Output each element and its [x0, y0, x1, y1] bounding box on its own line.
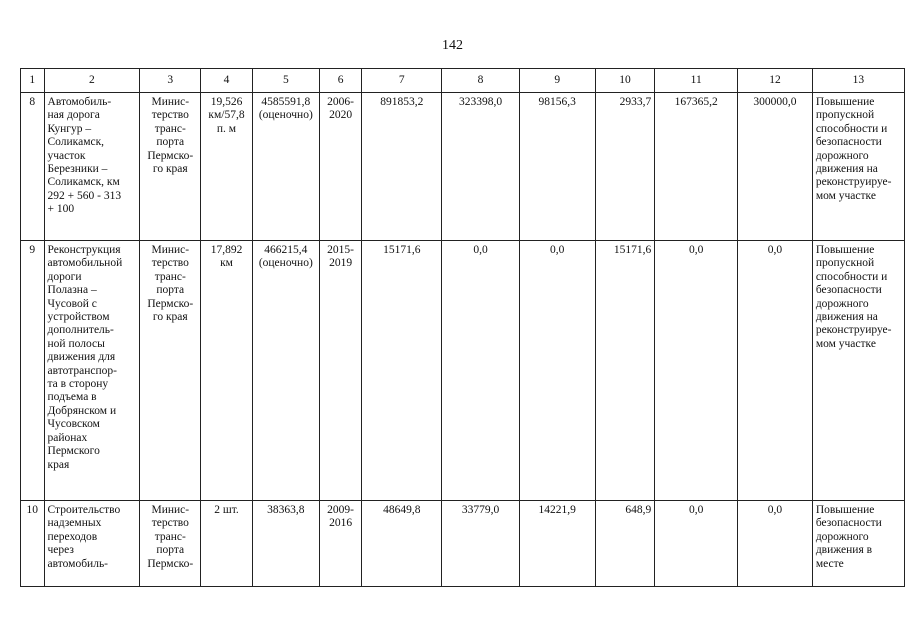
- value-cell: 98156,3: [519, 93, 595, 241]
- row-number-cell: 9: [21, 241, 45, 501]
- value-cell: 648,9: [595, 501, 655, 587]
- period-cell: 2009- 2016: [320, 501, 362, 587]
- column-header: 11: [655, 69, 738, 93]
- object-name-cell: Автомобиль- ная дорога Кунгур – Соликамск, участок Березники – Соликамск, км 292 + 560 - 313 + 100: [44, 93, 140, 241]
- column-header: 3: [140, 69, 201, 93]
- value-cell: 2933,7: [595, 93, 655, 241]
- value-cell: 167365,2: [655, 93, 738, 241]
- result-cell: Повышение пропускной способности и безопасности дорожного движения на реконструируе- мом участке: [812, 93, 904, 241]
- cost-cell: 4585591,8 (оценочно): [252, 93, 319, 241]
- column-header: 8: [442, 69, 519, 93]
- value-cell: 323398,0: [442, 93, 519, 241]
- row-number-cell: 8: [21, 93, 45, 241]
- table-header-row: [21, 69, 905, 93]
- data-table: [20, 68, 905, 587]
- length-cell: 17,892 км: [201, 241, 252, 501]
- column-header: 6: [320, 69, 362, 93]
- column-header: 12: [738, 69, 813, 93]
- value-cell: 0,0: [442, 241, 519, 501]
- column-header: 7: [362, 69, 442, 93]
- column-header: 2: [44, 69, 140, 93]
- table-row: [21, 93, 905, 241]
- result-cell: Повышение пропускной способности и безопасности дорожного движения на реконструируе- мом участке: [812, 241, 904, 501]
- value-cell: 14221,9: [519, 501, 595, 587]
- result-cell: Повышение безопасности дорожного движения в месте: [812, 501, 904, 587]
- table-row: [21, 241, 905, 501]
- value-cell: 300000,0: [738, 93, 813, 241]
- length-cell: 19,526 км/57,8 п. м: [201, 93, 252, 241]
- page-number: 142: [442, 38, 463, 53]
- value-cell: 15171,6: [595, 241, 655, 501]
- object-name-cell: Реконструкция автомобильной дороги Полазна – Чусовой с устройством дополнитель- ной полосы движения для автотранспор- та в сторону подъема в Добрянском и Чусовском районах Пермского края: [44, 241, 140, 501]
- column-header: 9: [519, 69, 595, 93]
- column-header: 1: [21, 69, 45, 93]
- value-cell: 48649,8: [362, 501, 442, 587]
- period-cell: 2015- 2019: [320, 241, 362, 501]
- value-cell: 0,0: [655, 501, 738, 587]
- value-cell: 891853,2: [362, 93, 442, 241]
- row-number-cell: 10: [21, 501, 45, 587]
- value-cell: 0,0: [738, 241, 813, 501]
- cost-cell: 38363,8: [252, 501, 319, 587]
- length-cell: 2 шт.: [201, 501, 252, 587]
- agency-cell: Минис- терство транс- порта Пермско- го края: [140, 241, 201, 501]
- agency-cell: Минис- терство транс- порта Пермско-: [140, 501, 201, 587]
- value-cell: 0,0: [738, 501, 813, 587]
- column-header: 10: [595, 69, 655, 93]
- cost-cell: 466215,4 (оценочно): [252, 241, 319, 501]
- agency-cell: Минис- терство транс- порта Пермско- го края: [140, 93, 201, 241]
- value-cell: 0,0: [519, 241, 595, 501]
- object-name-cell: Строительство надземных переходов через автомобиль-: [44, 501, 140, 587]
- column-header: 4: [201, 69, 252, 93]
- period-cell: 2006- 2020: [320, 93, 362, 241]
- table-row: [21, 501, 905, 587]
- column-header: 5: [252, 69, 319, 93]
- value-cell: 0,0: [655, 241, 738, 501]
- value-cell: 33779,0: [442, 501, 519, 587]
- column-header: 13: [812, 69, 904, 93]
- value-cell: 15171,6: [362, 241, 442, 501]
